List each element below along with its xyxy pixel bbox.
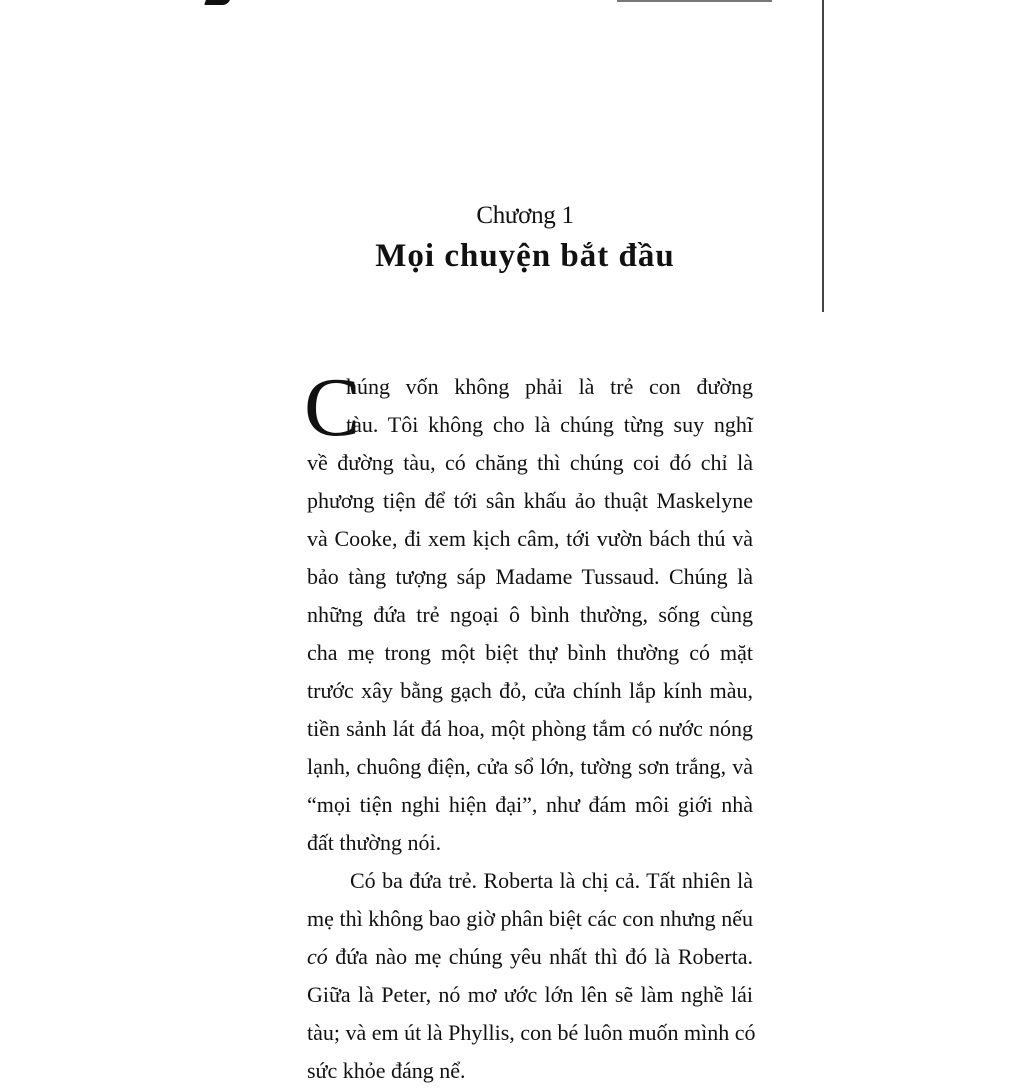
text-line: tàu. Tôi không cho là chúng từng suy nghĩ: [346, 412, 753, 437]
text-line: húng vốn không phải là trẻ con đường: [346, 374, 753, 399]
text-line: tiền sảnh lát đá hoa, một phòng tắm có nước nóng: [307, 716, 753, 741]
paragraph-1: [307, 368, 753, 862]
chapter-number: Chương 1: [476, 202, 574, 229]
text-line: đất thường nói.: [307, 830, 442, 855]
text-line: phương tiện để tới sân khấu ảo thuật Maskelyne: [307, 488, 753, 513]
text-line: và Cooke, đi xem kịch câm, tới vườn bách thú và: [307, 526, 753, 551]
chapter-body: [304, 361, 756, 1090]
emphasis-word: có: [307, 944, 328, 969]
text-line: bảo tàng tượng sáp Madame Tussaud. Chúng là: [307, 564, 753, 589]
text-line: lạnh, chuông điện, cửa sổ lớn, tường sơn trắng, và: [307, 754, 753, 779]
drop-cap: C: [304, 361, 361, 454]
text-line: trước xây bằng gạch đỏ, cửa chính lắp kính màu,: [307, 678, 753, 703]
text-line: sức khỏe đáng nể.: [307, 1058, 466, 1083]
scan-edge-line: [617, 0, 772, 2]
text-line: những đứa trẻ ngoại ô bình thường, sống cùng: [307, 602, 753, 627]
text-line: cha mẹ trong một biệt thự bình thường có mặt: [307, 640, 753, 665]
text-line: [307, 938, 753, 976]
chapter-title: Mọi chuyện bắt đầu: [375, 238, 675, 274]
scan-edge-mark: [204, 0, 230, 5]
text-line: “mọi tiện nghi hiện đại”, như đám môi giới nhà: [307, 792, 753, 817]
text-line: mẹ thì không bao giờ phân biệt các con nhưng nếu: [307, 906, 753, 931]
text-line: tàu; và em út là Phyllis, con bé luôn muốn mình có: [307, 1020, 756, 1045]
text-span: đứa nào mẹ chúng yêu nhất thì đó là Roberta.: [327, 944, 753, 969]
text-line: Giữa là Peter, nó mơ ước lớn lên sẽ làm nghề lái: [307, 982, 753, 1007]
text-line: Có ba đứa trẻ. Roberta là chị cả. Tất nhiên là: [350, 868, 753, 893]
paragraph-2: [307, 862, 756, 1090]
text-line: về đường tàu, có chăng thì chúng coi đó chỉ là: [307, 450, 753, 475]
